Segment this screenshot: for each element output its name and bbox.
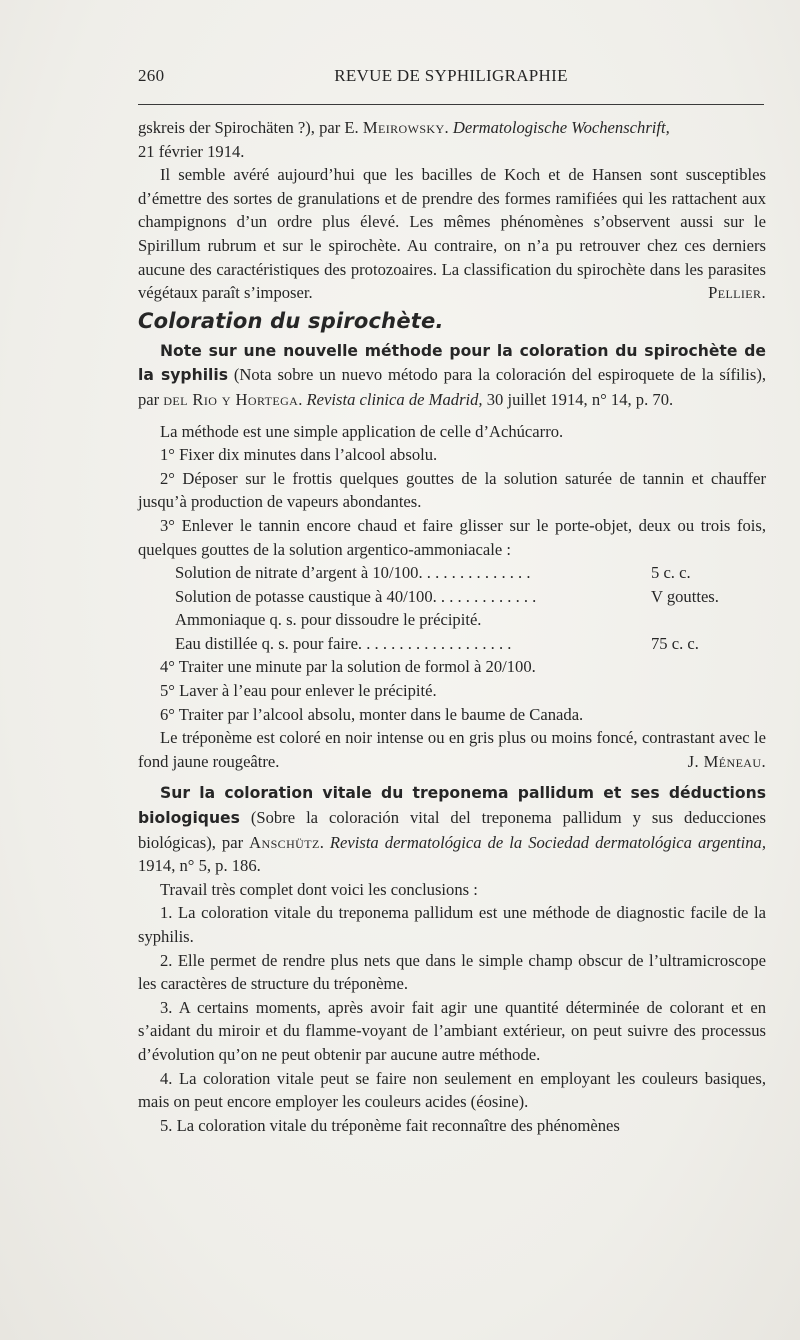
author-name: Meirowsky bbox=[362, 118, 445, 137]
signature: Pellier. bbox=[708, 283, 766, 303]
step-item: 4° Traiter une minute par la solution de formol à 20/100. bbox=[160, 657, 536, 677]
page-header bbox=[138, 66, 764, 92]
journal-name: Revista clinica de Madrid, bbox=[306, 389, 483, 409]
step-item: 1° Fixer dix minutes dans l’alcool absolu. bbox=[160, 445, 438, 465]
article-title: Sur la coloration vitale du treponema pallidum et ses déductions biologiques bbox=[138, 784, 766, 828]
reference-date: 21 février 1914. bbox=[138, 141, 245, 161]
summary-paragraph: Il semble avéré aujourd’hui que les bacilles de Koch et de Hansen sont susceptibles d’émettre des sortes de granulations et de prendre des formes ramifiées qui les rattachent aux champignons d’un ordre plus élevé. Les mêmes phénomènes s’observent aussi sur le Spirillum rubrum et sur le spirochète. Au contraire, on n’a pu retrouver chez ces derniers aucune des caractéristiques des protozoaires. La classification du spirochète dans les parasites végétaux paraît s’imposer. Pellier. bbox=[138, 163, 766, 305]
journal-name: Dermatologische Wochenschrift, bbox=[452, 118, 670, 137]
recipe-row: Eau distillée q. s. pour faire. . . . . . . . . . . . . . . . . . . 75 c. c. bbox=[175, 633, 699, 653]
recipe-row: Ammoniaque q. s. pour dissoudre le précipité. bbox=[175, 610, 482, 630]
conclusion-item: 3. A certains moments, après avoir fait agir une quantité déterminée de colorant et en s’aidant du miroir et du flamme-voyant de l’ambiant extérieur, on peut suivre des processus d’évolution qu’on ne peut obtenir par aucune autre méthode. bbox=[138, 997, 766, 1064]
header-rule bbox=[138, 104, 764, 105]
running-title: REVUE DE SYPHILIGRAPHIE bbox=[334, 66, 568, 85]
author-name: Anschütz bbox=[249, 832, 320, 852]
paragraph: Travail très complet dont voici les conclusions : bbox=[160, 879, 478, 899]
page-number: 260 bbox=[138, 66, 165, 85]
conclusion-item: 5. La coloration vitale du tréponème fait reconnaître des phénomènes bbox=[160, 1115, 620, 1135]
signature: J. Méneau. bbox=[687, 751, 766, 771]
article-title: Note sur une nouvelle méthode pour la coloration du spirochète de la syphilis bbox=[138, 341, 766, 385]
reference-continuation: gskreis der Spirochäten ?), par E. Meirowsky. Dermatologische Wochenschrift, bbox=[138, 118, 670, 137]
conclusion-item: 2. Elle permet de rendre plus nets que dans le simple champ obscur de l’ultramicroscope les caractères de structure du tréponème. bbox=[138, 950, 766, 994]
conclusion-item: 1. La coloration vitale du treponema pallidum est une méthode de diagnostic facile de la syphilis. bbox=[138, 903, 766, 946]
recipe-row: Solution de potasse caustique à 40/100. . . . . . . . . . . . . V gouttes. bbox=[175, 586, 719, 606]
recipe-row: Solution de nitrate d’argent à 10/100. . . . . . . . . . . . . . 5 c. c. bbox=[175, 563, 691, 583]
journal-name: Revista dermatológica de la Sociedad dermatológica argentina, bbox=[329, 832, 766, 852]
page-body bbox=[138, 116, 766, 1137]
conclusion-item: 4. La coloration vitale peut se faire non seulement en employant les couleurs basiques, mais on peut encore employer les couleurs acides (éosine). bbox=[138, 1068, 766, 1112]
article-heading: Sur la coloration vitale du treponema pallidum et ses déductions biologiques (Sobre la coloración vital del treponema pallidum y sus deducciones biológicas), par Anschütz. Revista dermatológica de la Sociedad dermatológica argentina, 1914, n° 5, p. 186. bbox=[138, 784, 766, 876]
section-title: Coloration du spirochète. bbox=[138, 308, 444, 333]
step-item: 3° Enlever le tannin encore chaud et faire glisser sur le porte-objet, deux ou trois fois, quelques gouttes de la solution argentico-ammoniacale : bbox=[138, 515, 766, 559]
paragraph: La méthode est une simple application de celle d’Achúcarro. bbox=[160, 421, 564, 441]
step-item: 2° Déposer sur le frottis quelques gouttes de la solution saturée de tannin et chauffer jusqu’à production de vapeurs abondantes. bbox=[138, 468, 766, 512]
author-name: del Rio y Hortega bbox=[163, 389, 299, 409]
recipe-list bbox=[138, 561, 766, 655]
step-item: 5° Laver à l’eau pour enlever le précipité. bbox=[160, 681, 437, 701]
step-item: 6° Traiter par l’alcool absolu, monter dans le baume de Canada. bbox=[160, 704, 584, 724]
article-heading: Note sur une nouvelle méthode pour la coloration du spirochète de la syphilis (Nota sobre un nuevo método para la coloración del espiroquete de la sífilis), par del Rio y Hortega. Revista clinica de Madrid, 30 juillet 1914, n° 14, p. 70. bbox=[138, 341, 766, 409]
paragraph: Le tréponème est coloré en noir intense ou en gris plus ou moins foncé, contrastant avec le fond jaune rougeâtre. J. Méneau. bbox=[138, 726, 766, 773]
